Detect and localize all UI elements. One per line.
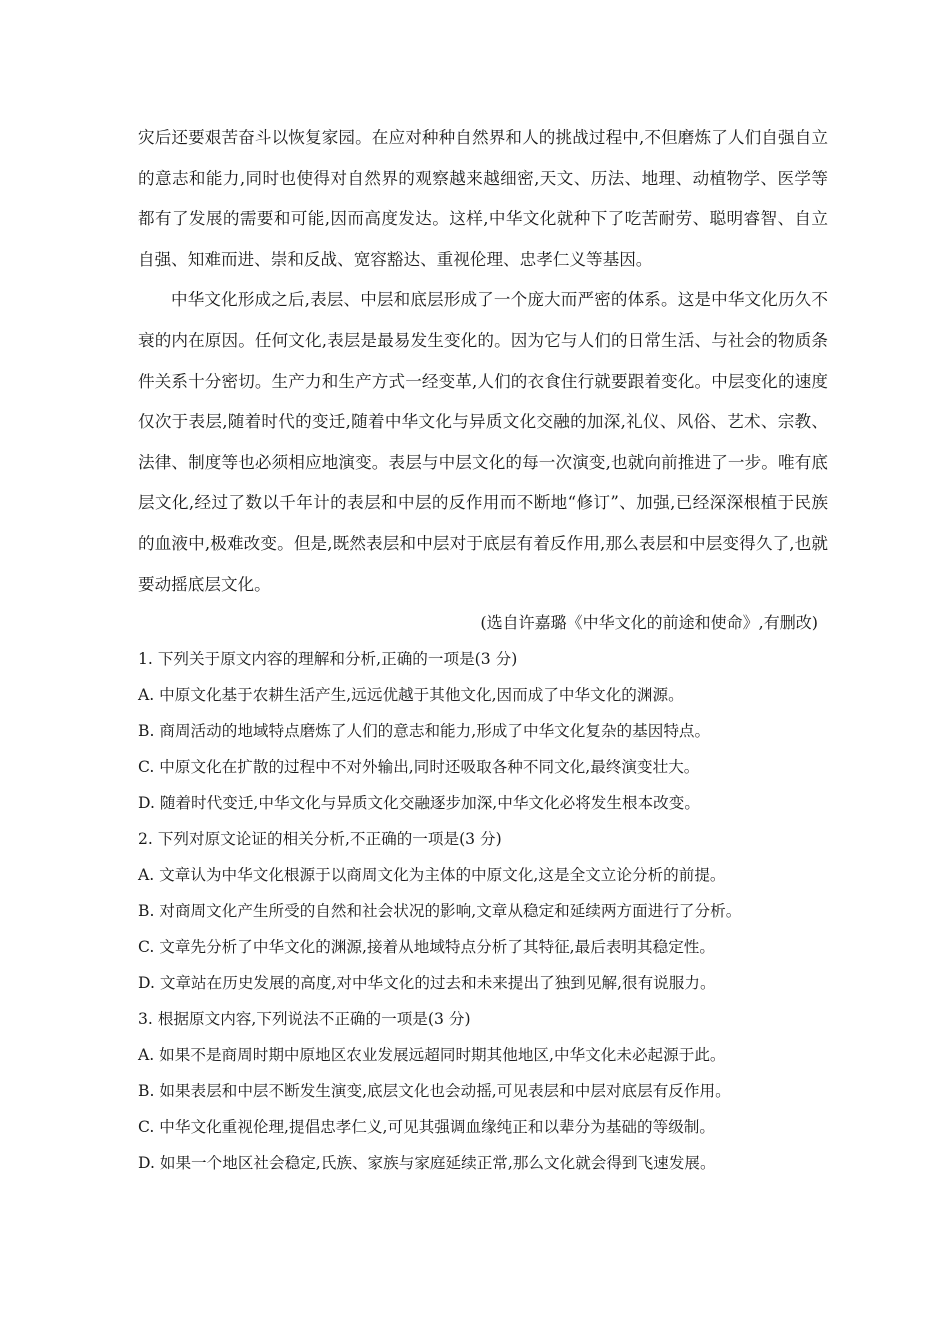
question-stem: 3. 根据原文内容,下列说法不正确的一项是(3 分) (138, 1010, 471, 1029)
option-b: B. 商周活动的地域特点磨炼了人们的意志和能力,形成了中华文化复杂的基因特点。 (138, 722, 711, 741)
option-c: C. 中华文化重视伦理,提倡忠孝仁义,可见其强调血缘纯正和以辈分为基础的等级制。 (138, 1118, 715, 1137)
question-stem: 2. 下列对原文论证的相关分析,不正确的一项是(3 分) (138, 830, 502, 849)
passage-source: (选自许嘉璐《中华文化的前途和使命》,有删改) (480, 613, 818, 633)
passage-paragraph-1: 灾后还要艰苦奋斗以恢复家园。在应对种种自然界和人的挑战过程中,不但磨炼了人们自强自立的意志和能力,同时也使得对自然界的观察越来越细密,天文、历法、地理、动植物学、医学等都有了发展的需要和可能,因而高度发达。这样,中华文化就种下了吃苦耐劳、聪明睿智、自立自强、知难而进、崇和反战、宽容豁达、重视伦理、忠孝仁义等基因。 (138, 128, 828, 269)
question-stem: 1. 下列关于原文内容的理解和分析,正确的一项是(3 分) (138, 650, 518, 669)
option-b: B. 如果表层和中层不断发生演变,底层文化也会动摇,可见表层和中层对底层有反作用。 (138, 1082, 731, 1101)
document-page (138, 118, 828, 1181)
passage-paragraph-2: 中华文化形成之后,表层、中层和底层形成了一个庞大而严密的体系。这是中华文化历久不衰的内在原因。任何文化,表层是最易发生变化的。因为它与人们的日常生活、与社会的物质条件关系十分密切。生产力和生产方式一经变革,人们的衣食住行就要跟着变化。中层变化的速度仅次于表层,随着时代的变迁,随着中华文化与异质文化交融的加深,礼仪、风俗、艺术、宗教、法律、制度等也必须相应地演变。表层与中层文化的每一次演变,也就向前推进了一步。唯有底层文化,经过了数以千年计的表层和中层的反作用而不断地“修订”、加强,已经深深根植于民族的血液中,极难改变。但是,既然表层和中层对于底层有着反作用,那么表层和中层变得久了,也就要动摇底层文化。 (138, 290, 828, 594)
option-b: B. 对商周文化产生所受的自然和社会状况的影响,文章从稳定和延续两方面进行了分析。 (138, 902, 742, 921)
option-a: A. 中原文化基于农耕生活产生,远远优越于其他文化,因而成了中华文化的渊源。 (138, 686, 684, 705)
option-c: C. 文章先分析了中华文化的渊源,接着从地域特点分析了其特征,最后表明其稳定性。 (138, 938, 715, 957)
option-c: C. 中原文化在扩散的过程中不对外输出,同时还吸取各种不同文化,最终演变壮大。 (138, 758, 700, 777)
question-1 (138, 641, 828, 821)
option-d: D. 文章站在历史发展的高度,对中华文化的过去和未来提出了独到见解,很有说服力。 (138, 974, 716, 993)
option-d: D. 如果一个地区社会稳定,氏族、家族与家庭延续正常,那么文化就会得到飞速发展。 (138, 1154, 716, 1173)
option-a: A. 文章认为中华文化根源于以商周文化为主体的中原文化,这是全文立论分析的前提。 (138, 866, 726, 885)
option-d: D. 随着时代变迁,中华文化与异质文化交融逐步加深,中华文化必将发生根本改变。 (138, 794, 700, 813)
option-a: A. 如果不是商周时期中原地区农业发展远超同时期其他地区,中华文化未必起源于此。 (138, 1046, 726, 1065)
question-2 (138, 821, 828, 1001)
question-3 (138, 1001, 828, 1181)
